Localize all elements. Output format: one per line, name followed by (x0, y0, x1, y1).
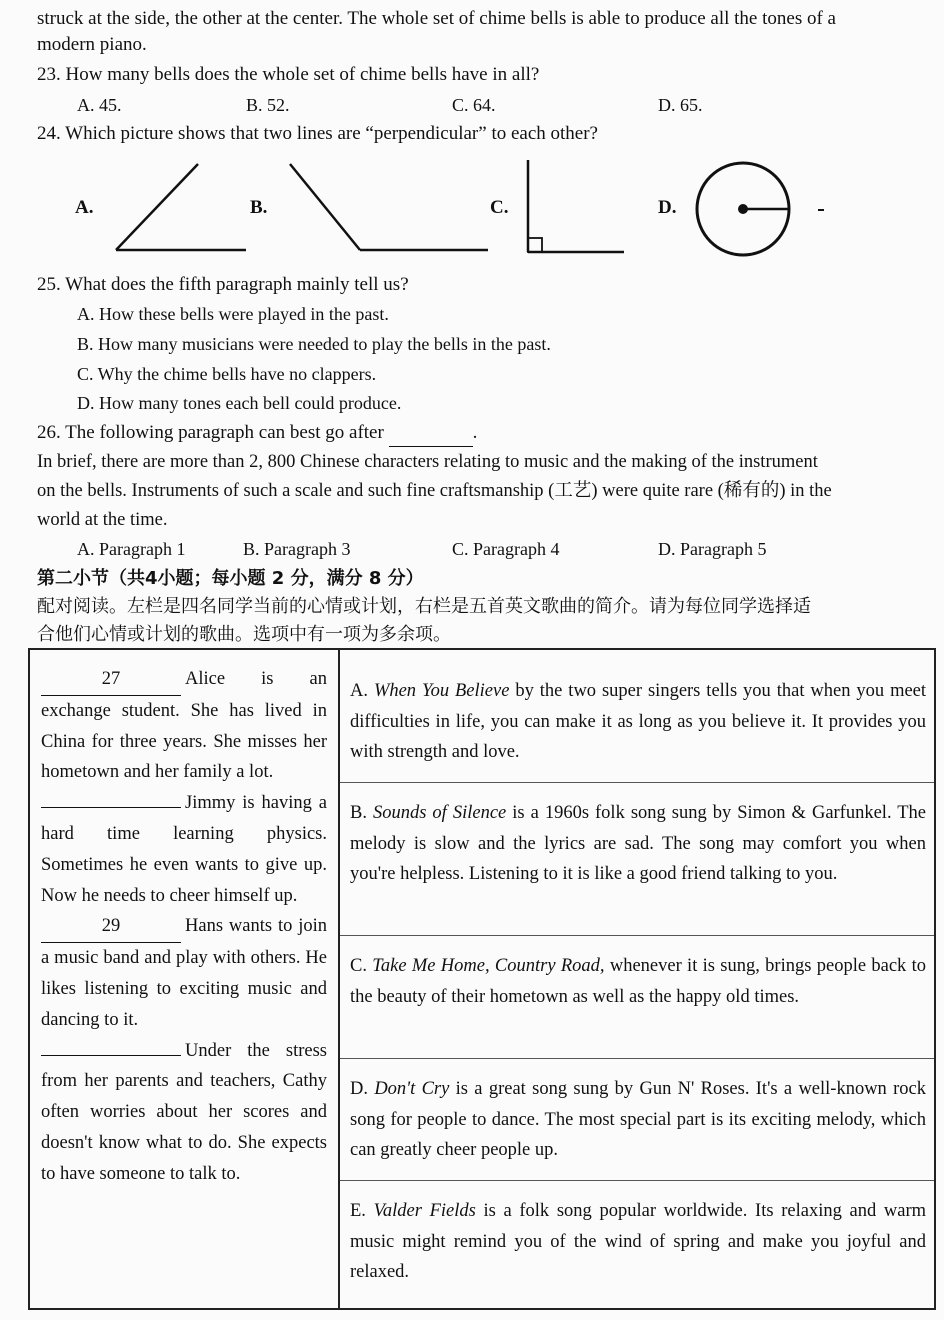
student-description: Hans wants to join a music band and play with others. He likes listening to exciting music and dancing to it. (41, 916, 327, 1030)
q26-option-c[interactable]: C. Paragraph 4 (452, 539, 560, 559)
q24-figure-c-right-angle (520, 158, 630, 258)
song-option-e[interactable] (350, 1196, 926, 1288)
q25-option-c[interactable]: C. Why the chime bells have no clappers. (77, 364, 377, 384)
column-divider (338, 650, 340, 1308)
song-description: is a folk song popular worldwide. Its relaxing and warm music might remind you of the wind of spring and make you joyful and relaxed. (350, 1201, 927, 1282)
song-option-b[interactable] (350, 798, 926, 890)
q26-option-b[interactable]: B. Paragraph 3 (243, 539, 351, 559)
option-letter: E. (350, 1201, 366, 1221)
answer-blank-27[interactable]: 27 (41, 664, 181, 696)
section-heading: 第二小节（共4小题；每小题 2 分，满分 8 分） (37, 568, 424, 589)
q25-option-d[interactable]: D. How many tones each bell could produce. (77, 393, 402, 413)
option-letter: A. (350, 681, 368, 701)
student-item (41, 664, 327, 788)
option-letter: B. (350, 803, 367, 823)
question-25-stem: 25. What does the fifth paragraph mainly tell us? (37, 274, 409, 295)
song-option-d[interactable] (350, 1074, 926, 1166)
song-title: When You Believe (373, 681, 510, 701)
q23-option-b[interactable]: B. 52. (246, 95, 290, 115)
q24-label-b[interactable]: B. (250, 197, 268, 218)
q26-paragraph-line: In brief, there are more than 2, 800 Chinese characters relating to music and the making of the instrument (37, 452, 818, 472)
song-description: is a great song sung by Gun N' Roses. It's a well-known rock song for people to dance. The most special part is its exciting melody, which can greatly cheer people up. (350, 1079, 926, 1160)
song-option-c[interactable] (350, 951, 926, 1012)
question-26-stem (37, 420, 477, 447)
q24-figure-d-circle-radius (694, 160, 830, 258)
song-description: by the two super singers tells you that when you meet difficulties in life, you can make it as long as you believe it. It provides you with strength and love. (350, 681, 927, 762)
q24-label-a[interactable]: A. (75, 197, 94, 218)
option-letter: D. (350, 1079, 368, 1099)
matching-table (28, 648, 936, 1310)
student-description: Jimmy is having a hard time learning physics. Sometimes he even wants to give up. Now he needs to cheer himself up. (41, 793, 327, 906)
q24-label-d[interactable]: D. (658, 197, 677, 218)
student-column (41, 664, 327, 1190)
question-23-stem: 23. How many bells does the whole set of chime bells have in all? (37, 64, 540, 85)
song-option-a[interactable] (350, 676, 926, 768)
student-item (41, 911, 327, 1035)
q26-paragraph-line: world at the time. (37, 510, 168, 530)
row-divider (340, 1058, 934, 1059)
song-title: Valder Fields (373, 1201, 476, 1221)
student-item (41, 1036, 327, 1190)
option-letter: C. (350, 956, 367, 976)
q24-figure-a-angle (110, 160, 250, 256)
section-instructions: 配对阅读。左栏是四名同学当前的心情或计划，右栏是五首英文歌曲的简介。请为每位同学选择适 (37, 596, 811, 617)
q26-paragraph-line: on the bells. Instruments of such a scale and such fine craftsmanship (工艺) were quite rare (稀有的) in the (37, 481, 832, 501)
q24-label-c[interactable]: C. (490, 197, 509, 218)
q26-option-d[interactable]: D. Paragraph 5 (658, 539, 767, 559)
q23-option-a[interactable]: A. 45. (77, 95, 122, 115)
student-description: Alice is an exchange student. She has lived in China for three years. She misses her hometown and her family a lot. (41, 669, 327, 783)
song-title: Sounds of Silence (372, 803, 507, 823)
q26-stem-text: 26. The following paragraph can best go after (37, 422, 384, 443)
q25-option-b[interactable]: B. How many musicians were needed to play the bells in the past. (77, 334, 551, 354)
row-divider (340, 935, 934, 936)
q26-option-a[interactable]: A. Paragraph 1 (77, 539, 186, 559)
answer-blank-29[interactable]: 29 (41, 911, 181, 943)
q24-figure-b-angle (284, 160, 494, 256)
q23-option-c[interactable]: C. 64. (452, 95, 496, 115)
passage-line: modern piano. (37, 34, 147, 55)
q26-answer-blank[interactable] (389, 420, 473, 447)
q25-option-a[interactable]: A. How these bells were played in the past. (77, 304, 389, 324)
q26-stem-end: . (472, 422, 478, 443)
row-divider (340, 782, 934, 783)
answer-blank-28[interactable] (41, 807, 181, 808)
answer-blank-30[interactable] (41, 1055, 181, 1056)
song-description: whenever it is sung, brings people back to the beauty of their hometown as well as the happy old times. (350, 956, 926, 1007)
student-description: Under the stress from her parents and teachers, Cathy often worries about her scores and doesn't know what to do. She expects to have someone to talk to. (41, 1040, 327, 1184)
section-instructions: 合他们心情或计划的歌曲。选项中有一项为多余项。 (37, 624, 451, 645)
question-24-stem: 24. Which picture shows that two lines are “perpendicular” to each other? (37, 123, 598, 144)
passage-line: struck at the side, the other at the center. The whole set of chime bells is able to produce all the tones of a (37, 8, 836, 29)
q23-option-d[interactable]: D. 65. (658, 95, 703, 115)
song-description: is a 1960s folk song sung by Simon & Garfunkel. The melody is slow and the lyrics are sad. The song may comfort you when you're helpless. Listening to it is like a good friend talking to you. (350, 803, 927, 884)
song-title: Don't Cry (374, 1079, 450, 1099)
song-title: Take Me Home, Country Road, (372, 956, 605, 976)
student-item (41, 788, 327, 911)
row-divider (340, 1180, 934, 1181)
